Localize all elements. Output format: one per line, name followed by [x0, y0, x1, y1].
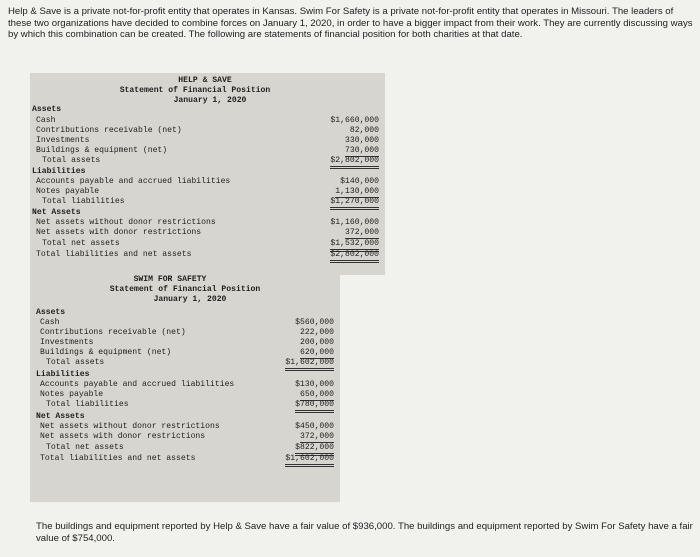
help-and-save-statement	[30, 73, 385, 275]
statement-org-name: SWIM FOR SAFETY	[133, 275, 207, 284]
statement-org-name: HELP & SAVE	[178, 76, 232, 85]
row-net-assets-with-restrictions: Net assets with donor restrictions 372,000	[40, 432, 334, 441]
row-net-assets-without-restrictions: Net assets without donor restrictions $1,160,000	[36, 218, 379, 227]
section-net-assets: Net Assets	[32, 208, 81, 217]
row-buildings-equipment: Buildings & equipment (net) 730,000	[36, 146, 379, 155]
row-cash: Cash $560,000	[40, 318, 334, 327]
row-total-liabilities-and-net-assets: Total liabilities and net assets $1,602,000	[30, 454, 340, 464]
row-total-liabilities: Total liabilities $780,000	[30, 400, 340, 410]
row-total-assets: Total assets $1,602,000	[30, 358, 340, 368]
statement-date: January 1, 2020	[153, 295, 227, 304]
swim-for-safety-statement	[30, 270, 340, 502]
row-cash: Cash $1,660,000	[36, 116, 379, 125]
statement-title: Statement of Financial Position	[119, 86, 271, 95]
row-net-assets-with-restrictions: Net assets with donor restrictions 372,000	[36, 228, 379, 237]
row-total-liabilities-and-net-assets: Total liabilities and net assets $2,802,000	[30, 250, 385, 260]
row-notes-payable: Notes payable 650,000	[40, 390, 334, 399]
section-net-assets: Net Assets	[36, 412, 85, 421]
row-investments: Investments 330,000	[36, 136, 379, 145]
statement-title: Statement of Financial Position	[109, 285, 261, 294]
closing-paragraph: The buildings and equipment reported by Help & Save have a fair value of $936,000. The buildings and equipment reported by Swim For Safety have a fair value of $754,000.	[36, 521, 693, 544]
row-accounts-payable: Accounts payable and accrued liabilities $140,000	[36, 177, 379, 186]
row-total-net-assets: Total net assets $822,000	[30, 443, 340, 453]
section-assets: Assets	[36, 308, 66, 317]
row-contributions-receivable: Contributions receivable (net) 222,000	[40, 328, 334, 337]
row-net-assets-without-restrictions: Net assets without donor restrictions $450,000	[40, 422, 334, 431]
row-accounts-payable: Accounts payable and accrued liabilities $130,000	[40, 380, 334, 389]
row-investments: Investments 200,000	[40, 338, 334, 347]
intro-paragraph: Help & Save is a private not-for-profit entity that operates in Kansas. Swim For Safety is a private not-for-profit entity that operates in Missouri. The leaders of these two organizations have decided to combine forces on January 1, 2020, in order to have a bigger impact from their work. They are currently discussing ways by which this combination can be created. The following are statements of financial position for both charities at that date.	[8, 6, 693, 40]
section-assets: Assets	[32, 105, 62, 114]
section-liabilities: Liabilities	[36, 370, 90, 379]
row-contributions-receivable: Contributions receivable (net) 82,000	[36, 126, 379, 135]
row-buildings-equipment: Buildings & equipment (net) 620,000	[40, 348, 334, 357]
row-total-liabilities: Total liabilities $1,270,000	[30, 197, 385, 207]
row-total-net-assets: Total net assets $1,532,000	[30, 239, 385, 249]
statement-date: January 1, 2020	[173, 96, 247, 105]
row-notes-payable: Notes payable 1,130,000	[36, 187, 379, 196]
section-liabilities: Liabilities	[32, 167, 86, 176]
row-total-assets: Total assets $2,802,000	[30, 156, 385, 166]
